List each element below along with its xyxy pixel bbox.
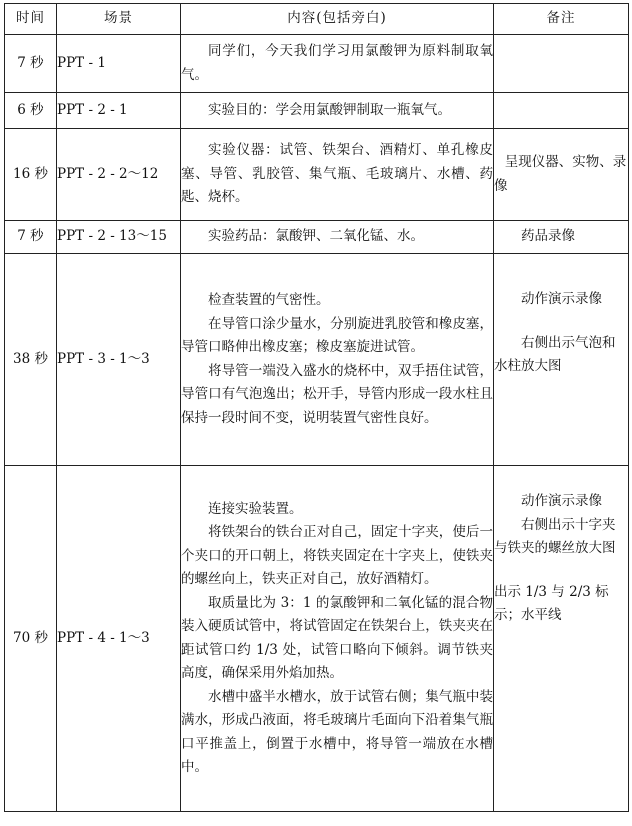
scene-cell: PPT - 2 - 1 — [57, 93, 181, 129]
note-text: 右侧出示气泡和水柱放大图 — [494, 334, 616, 374]
note-text: 药品录像 — [521, 228, 575, 245]
time-cell: 70 秒 — [5, 466, 57, 812]
content-paragraph: 实验药品：氯酸钾、二氧化锰、水。 — [208, 228, 424, 245]
content-paragraph: 实验仪器：试管、铁架台、酒精灯、单孔橡皮塞、导管、乳胶管、集气瓶、毛玻璃片、水槽、药匙、烧杯。 — [181, 142, 493, 206]
content-paragraph: 同学们，今天我们学习用氯酸钾为原料制取氧气。 — [181, 43, 493, 83]
content-cell — [181, 466, 494, 812]
note-cell — [494, 93, 629, 129]
content-cell — [181, 254, 494, 466]
note-cell — [494, 466, 629, 812]
note-text: 出示 1/3 与 2/3 标示；水平线 — [494, 583, 609, 623]
header-note: 备注 — [494, 4, 629, 35]
time-cell: 38 秒 — [5, 254, 57, 466]
script-table — [4, 3, 629, 812]
content-paragraph: 取质量比为 3：1 的氯酸钾和二氧化锰的混合物装入硬质试管中，将试管固定在铁架台上，铁夹夹在距试管口约 1/3 处，试管口略向下倾斜。调节铁夹高度，确保采用外焰加热。 — [181, 594, 493, 681]
table-row — [5, 221, 629, 254]
header-content: 内容(包括旁白) — [181, 4, 494, 35]
scene-cell: PPT - 1 — [57, 35, 181, 93]
content-cell — [181, 129, 494, 221]
scene-cell: PPT - 3 - 1～3 — [57, 254, 181, 466]
header-row — [5, 4, 629, 35]
note-cell — [494, 35, 629, 93]
note-text: 动作演示录像 — [521, 291, 602, 307]
content-paragraph: 在导管口涂少量水，分别旋进乳胶管和橡皮塞，导管口略伸出橡皮塞；橡皮塞旋进试管。 — [181, 315, 493, 355]
time-cell: 6 秒 — [5, 93, 57, 129]
note-text: 呈现仪器、实物、录像 — [494, 154, 627, 194]
scene-cell: PPT - 4 - 1～3 — [57, 466, 181, 812]
table-row — [5, 129, 629, 221]
content-paragraph: 检查装置的气密性。 — [208, 292, 330, 308]
time-cell: 7 秒 — [5, 35, 57, 93]
note-text: 动作演示录像 — [521, 493, 602, 509]
content-paragraph: 将导管一端没入盛水的烧杯中，双手捂住试管，导管口有气泡逸出；松开手，导管内形成一段水柱且保持一段时间不变，说明装置气密性良好。 — [181, 362, 493, 426]
table-row — [5, 466, 629, 812]
header-scene: 场景 — [57, 4, 181, 35]
content-paragraph: 实验目的：学会用氯酸钾制取一瓶氧气。 — [208, 101, 451, 118]
time-cell: 16 秒 — [5, 129, 57, 221]
content-cell — [181, 35, 494, 93]
content-paragraph: 水槽中盛半水槽水，放于试管右侧；集气瓶中装满水，形成凸液面，将毛玻璃片毛面向下沿着集气瓶口平推盖上，倒置于水槽中，将导管一端放在水槽中。 — [181, 688, 493, 775]
note-cell — [494, 129, 629, 221]
header-time: 时间 — [5, 4, 57, 35]
note-cell — [494, 221, 629, 254]
table-row — [5, 93, 629, 129]
scene-cell: PPT - 2 - 2～12 — [57, 129, 181, 221]
content-paragraph: 将铁架台的铁台正对自己，固定十字夹，使后一个夹口的开口朝上，将铁夹固定在十字夹上，使铁夹的螺丝向上，铁夹正对自己，放好酒精灯。 — [181, 524, 493, 587]
note-text: 右侧出示十字夹与铁夹的螺丝放大图 — [494, 516, 616, 556]
note-cell — [494, 254, 629, 466]
time-cell: 7 秒 — [5, 221, 57, 254]
content-cell — [181, 93, 494, 129]
table-row — [5, 254, 629, 466]
table-row — [5, 35, 629, 93]
content-paragraph: 连接实验装置。 — [208, 500, 303, 517]
content-cell — [181, 221, 494, 254]
scene-cell: PPT - 2 - 13～15 — [57, 221, 181, 254]
